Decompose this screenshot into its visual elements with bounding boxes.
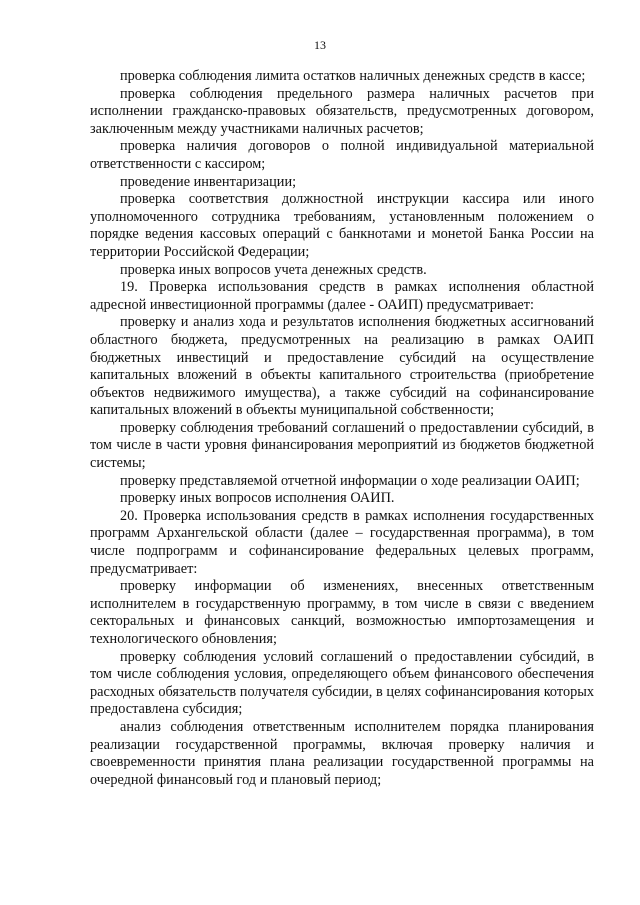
section-20-heading: 20. Проверка использования средств в рамках исполнения государственных программ Архангельской области (далее – государственная программа), в том числе подпрограмм и софинансирование федеральных целевых программ, предусматривает: xyxy=(90,507,594,577)
paragraph: проведение инвентаризации; xyxy=(120,173,297,190)
page-number: 13 xyxy=(314,38,326,52)
paragraph: анализ соблюдения ответственным исполнителем порядка планирования реализации государственной программы, включая проверку наличия и своевременности принятия плана реализации государственной программы на очередной финансовый год и плановый период; xyxy=(90,718,594,788)
paragraph: проверку иных вопросов исполнения ОАИП. xyxy=(120,490,395,507)
paragraph: проверка соблюдения предельного размера наличных расчетов при исполнении гражданско-правовых обязательств, предусмотренных договором, заключенным между участниками наличных расчетов; xyxy=(90,85,594,137)
document-body xyxy=(90,68,594,789)
section-19-heading: 19. Проверка использования средств в рамках исполнения областной адресной инвестиционной программы (далее - ОАИП) предусматривает: xyxy=(90,279,594,313)
paragraph: проверку соблюдения условий соглашений о предоставлении субсидий, в том числе соблюдения условия, определяющего объем финансового обеспечения расходных обязательств получателя субсидии, в целях софинансирования которых предоставлена субсидия; xyxy=(90,648,594,718)
paragraph: проверка соответствия должностной инструкции кассира или иного уполномоченного сотрудника требованиям, установленным положением о порядке ведения кассовых операций с банкнотами и монетой Банка России на территории Российской Федерации; xyxy=(90,191,594,260)
paragraph: проверку представляемой отчетной информации о ходе реализации ОАИП; xyxy=(120,472,580,489)
paragraph: проверку и анализ хода и результатов исполнения бюджетных ассигнований областного бюджета, предусмотренных на реализацию в рамках ОАИП бюджетных инвестиций и предоставление субсидий на осуществление капитальных вложений в объекты капитального строительства (приобретение объектов недвижимого имущества), а также субсидий на софинансирование капитальных вложений в объекты муниципальной собственности; xyxy=(90,314,594,419)
paragraph: проверку соблюдения требований соглашений о предоставлении субсидий, в том числе в части уровня финансирования мероприятий из бюджетов бюджетной системы; xyxy=(90,419,594,472)
paragraph: проверку информации об изменениях, внесенных ответственным исполнителем в государственную программу, в том числе в связи с введением секторальных и финансовых санкций, возможностью импортозамещения и технологического обновления; xyxy=(90,578,594,647)
paragraph: проверка наличия договоров о полной индивидуальной материальной ответственности с кассиром; xyxy=(90,138,594,172)
paragraph: проверка иных вопросов учета денежных средств. xyxy=(120,261,427,278)
paragraph: проверка соблюдения лимита остатков наличных денежных средств в кассе; xyxy=(120,68,586,84)
